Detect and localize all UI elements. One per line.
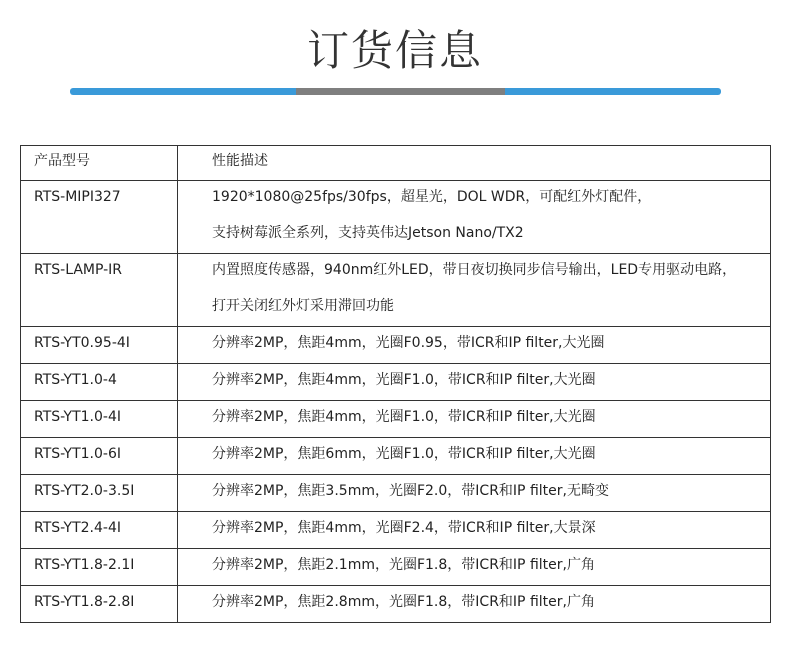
description-line: 分辨率2MP，焦距4mm，光圈F2.4，带ICR和IP filter,大景深: [212, 520, 596, 536]
description-cell: [178, 327, 771, 364]
model-name: RTS-YT0.95-4I: [34, 335, 130, 351]
description-line: 分辨率2MP，焦距3.5mm，光圈F2.0，带ICR和IP filter,无畸变: [212, 483, 609, 499]
header-description-cell: [178, 146, 771, 181]
description-cell: [178, 401, 771, 438]
table-row: [21, 254, 771, 327]
model-name: RTS-YT1.8-2.1I: [34, 557, 135, 573]
table-row: [21, 181, 771, 254]
model-cell: [21, 254, 178, 327]
table-row: [21, 364, 771, 401]
description-cell: [178, 475, 771, 512]
model-cell: [21, 327, 178, 364]
model-name: RTS-YT1.0-4I: [34, 409, 121, 425]
description-cell: [178, 181, 771, 254]
description-cell: [178, 512, 771, 549]
description-line: 分辨率2MP，焦距4mm，光圈F0.95，带ICR和IP filter,大光圈: [212, 335, 605, 351]
model-name: RTS-LAMP-IR: [34, 262, 123, 278]
title-underline: [70, 88, 721, 95]
underline-right-segment: [505, 88, 721, 95]
description-cell: [178, 254, 771, 327]
model-cell: [21, 586, 178, 623]
model-cell: [21, 549, 178, 586]
page-title: 订货信息: [306, 26, 483, 75]
table-header-row: [21, 146, 771, 181]
model-name: RTS-YT2.4-4I: [34, 520, 121, 536]
underline-middle-segment: [296, 88, 505, 95]
description-line: 支持树莓派全系列，支持英伟达Jetson Nano/TX2: [212, 225, 524, 241]
description-cell: [178, 549, 771, 586]
description-line: 分辨率2MP，焦距6mm，光圈F1.0，带ICR和IP filter,大光圈: [212, 446, 596, 462]
description-cell: [178, 438, 771, 475]
description-cell: [178, 364, 771, 401]
description-line: 分辨率2MP，焦距2.1mm，光圈F1.8，带ICR和IP filter,广角: [212, 557, 595, 573]
table-row: [21, 475, 771, 512]
table-row: [21, 327, 771, 364]
table-row: [21, 586, 771, 623]
model-name: RTS-YT2.0-3.5I: [34, 483, 135, 499]
model-name: RTS-MIPI327: [34, 189, 121, 205]
description-line: 内置照度传感器，940nm红外LED，带日夜切换同步信号输出，LED专用驱动电路，: [212, 262, 737, 278]
model-name: RTS-YT1.0-4: [34, 372, 117, 388]
model-cell: [21, 512, 178, 549]
header-description-label: 性能描述: [212, 153, 268, 169]
table-row: [21, 438, 771, 475]
description-cell: [178, 586, 771, 623]
underline-left-segment: [70, 88, 296, 95]
model-cell: [21, 401, 178, 438]
model-cell: [21, 475, 178, 512]
header-model-cell: [21, 146, 178, 181]
description-line: 分辨率2MP，焦距2.8mm，光圈F1.8，带ICR和IP filter,广角: [212, 594, 595, 610]
description-line: 打开关闭红外灯采用滞回功能: [212, 298, 394, 314]
ordering-info-table: [20, 145, 771, 623]
model-cell: [21, 438, 178, 475]
model-cell: [21, 364, 178, 401]
description-line: 分辨率2MP，焦距4mm，光圈F1.0，带ICR和IP filter,大光圈: [212, 409, 596, 425]
table-row: [21, 512, 771, 549]
description-line: 分辨率2MP，焦距4mm，光圈F1.0，带ICR和IP filter,大光圈: [212, 372, 596, 388]
model-name: RTS-YT1.8-2.8I: [34, 594, 135, 610]
header-model-label: 产品型号: [34, 153, 90, 169]
table-row: [21, 549, 771, 586]
model-name: RTS-YT1.0-6I: [34, 446, 121, 462]
model-cell: [21, 181, 178, 254]
description-line: 1920*1080@25fps/30fps，超星光，DOL WDR，可配红外灯配件，: [212, 189, 652, 205]
table-row: [21, 401, 771, 438]
